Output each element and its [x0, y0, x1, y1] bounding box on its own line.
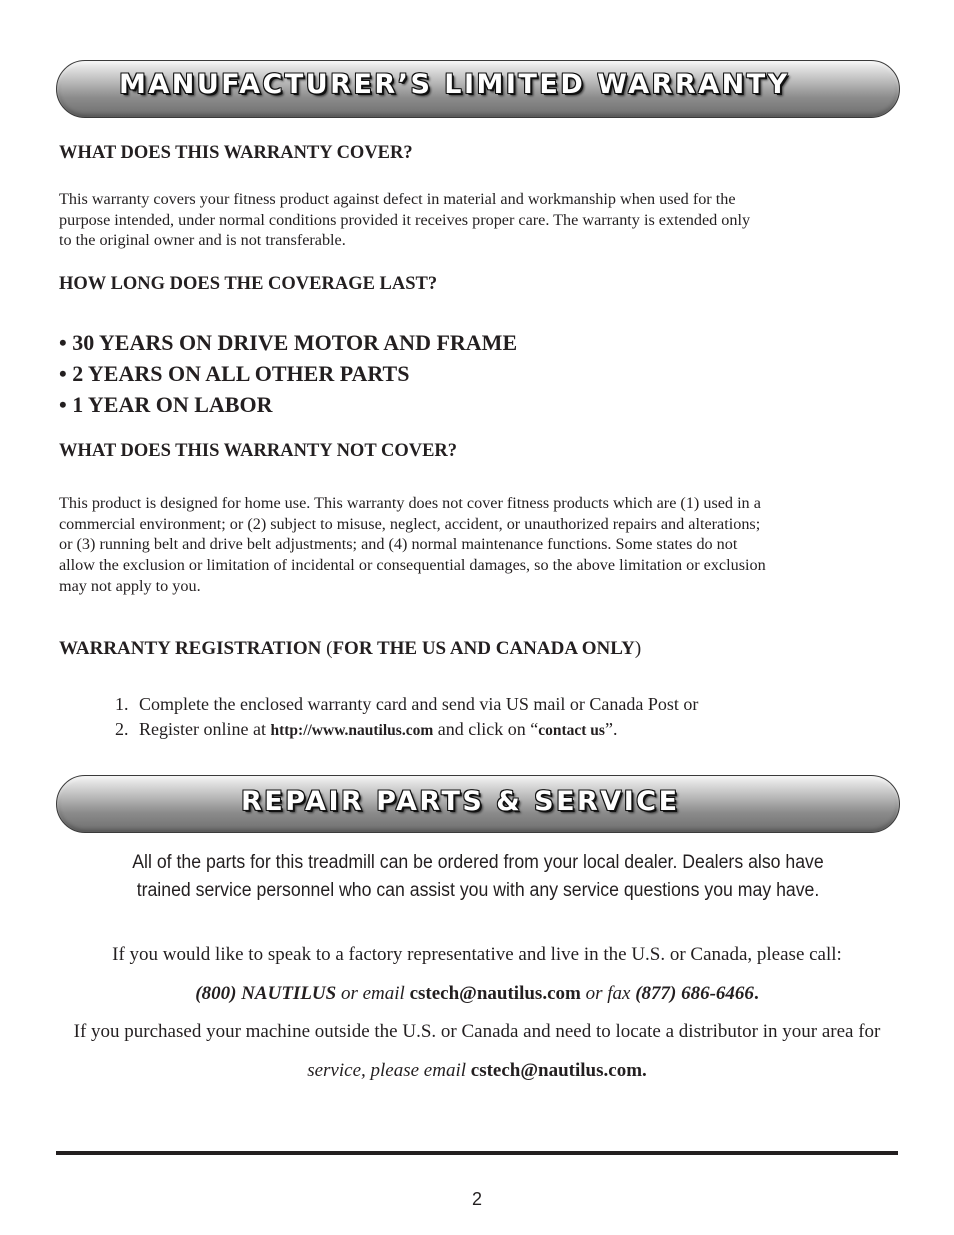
repair-banner-title: REPAIR PARTS & SERVICE — [241, 786, 680, 817]
repair-intro-line-1: All of the parts for this treadmill can be ordered from your local dealer. Dealers also have — [132, 852, 824, 873]
registration-paren-open: ( — [321, 638, 333, 659]
outside-period: . — [642, 1060, 647, 1081]
not-cover-line-2: commercial environment; or (2) subject to misuse, neglect, accident, or unauthorized repairs and alterations; — [59, 514, 761, 533]
contact-fax: (877) 686-6466 — [635, 983, 754, 1004]
step-2-number: 2. — [115, 719, 129, 739]
cover-line-2: purpose intended, under normal conditions provided it receives proper care. The warranty is extended only — [59, 210, 751, 229]
registration-steps — [115, 692, 698, 743]
warranty-banner — [56, 60, 900, 118]
cover-line-1: This warranty covers your fitness product against defect in material and workmanship when used for the — [59, 190, 736, 208]
registration-step-2 — [115, 717, 698, 743]
cover-line-3: to the original owner and is not transferable. — [59, 231, 346, 250]
contact-line-2 — [40, 983, 914, 1005]
outside-email-link[interactable]: cstech@nautilus.com — [470, 1060, 643, 1081]
not-cover-line-4: allow the exclusion or limitation of incidental or consequential damages, so the above limitation or exclusion — [59, 556, 766, 575]
repair-intro — [86, 849, 871, 905]
contact-period: . — [753, 983, 759, 1004]
coverage-heading: HOW LONG DOES THE COVERAGE LAST? — [59, 274, 438, 294]
registration-paren-close: ) — [634, 638, 642, 659]
registration-heading-main: WARRANTY REGISTRATION — [59, 638, 322, 659]
cover-heading: WHAT DOES THIS WARRANTY COVER? — [59, 143, 413, 163]
cover-paragraph — [59, 189, 899, 251]
step-2-suffix: ”. — [604, 719, 618, 739]
coverage-item-motor-frame: • 30 YEARS ON DRIVE MOTOR AND FRAME — [59, 330, 518, 355]
not-cover-heading: WHAT DOES THIS WARRANTY NOT COVER? — [59, 441, 458, 461]
repair-intro-line-2: trained service personnel who can assist you with any service questions you may have. — [136, 880, 820, 901]
contact-phone[interactable]: (800) NAUTILUS — [195, 983, 337, 1004]
footer-divider — [56, 1151, 898, 1155]
outside-line-2-prefix: service, please email — [307, 1060, 471, 1081]
warranty-banner-title: MANUFACTURER’S LIMITED WARRANTY — [119, 69, 790, 100]
not-cover-line-5: may not apply to you. — [59, 576, 201, 595]
contact-or-fax: or fax — [580, 983, 636, 1004]
coverage-item-other-parts: • 2 YEARS ON ALL OTHER PARTS — [59, 361, 410, 386]
not-cover-paragraph — [59, 493, 899, 597]
not-cover-line-1: This product is designed for home use. This warranty does not cover fitness products which are (1) used in a — [59, 494, 761, 512]
contact-email-link[interactable]: cstech@nautilus.com — [409, 983, 581, 1004]
outside-line-2 — [40, 1060, 914, 1082]
step-1-number: 1. — [115, 694, 129, 714]
registration-heading — [59, 638, 641, 660]
contact-or-email: or email — [336, 983, 410, 1004]
page-number: 2 — [471, 1189, 482, 1209]
registration-step-1 — [115, 692, 698, 717]
repair-banner — [56, 775, 900, 833]
contact-us-link[interactable]: contact us — [538, 722, 605, 739]
coverage-list — [59, 327, 517, 420]
step-2-prefix: Register online at — [139, 719, 271, 739]
contact-line-1: If you would like to speak to a factory representative and live in the U.S. or Canada, please call: — [112, 944, 842, 965]
registration-heading-sub: FOR THE US AND CANADA ONLY — [332, 638, 635, 659]
outside-line-1: If you purchased your machine outside the U.S. or Canada and need to locate a distributor in your area for — [73, 1021, 881, 1042]
coverage-item-labor: • 1 YEAR ON LABOR — [59, 392, 273, 417]
nautilus-url-link[interactable]: http://www.nautilus.com — [270, 722, 434, 739]
step-2-middle: and click on “ — [433, 719, 539, 739]
not-cover-line-3: or (3) running belt and drive belt adjustments; and (4) normal maintenance functions. Some states do not — [59, 535, 738, 554]
step-1-text: Complete the enclosed warranty card and send via US mail or Canada Post or — [139, 694, 699, 714]
